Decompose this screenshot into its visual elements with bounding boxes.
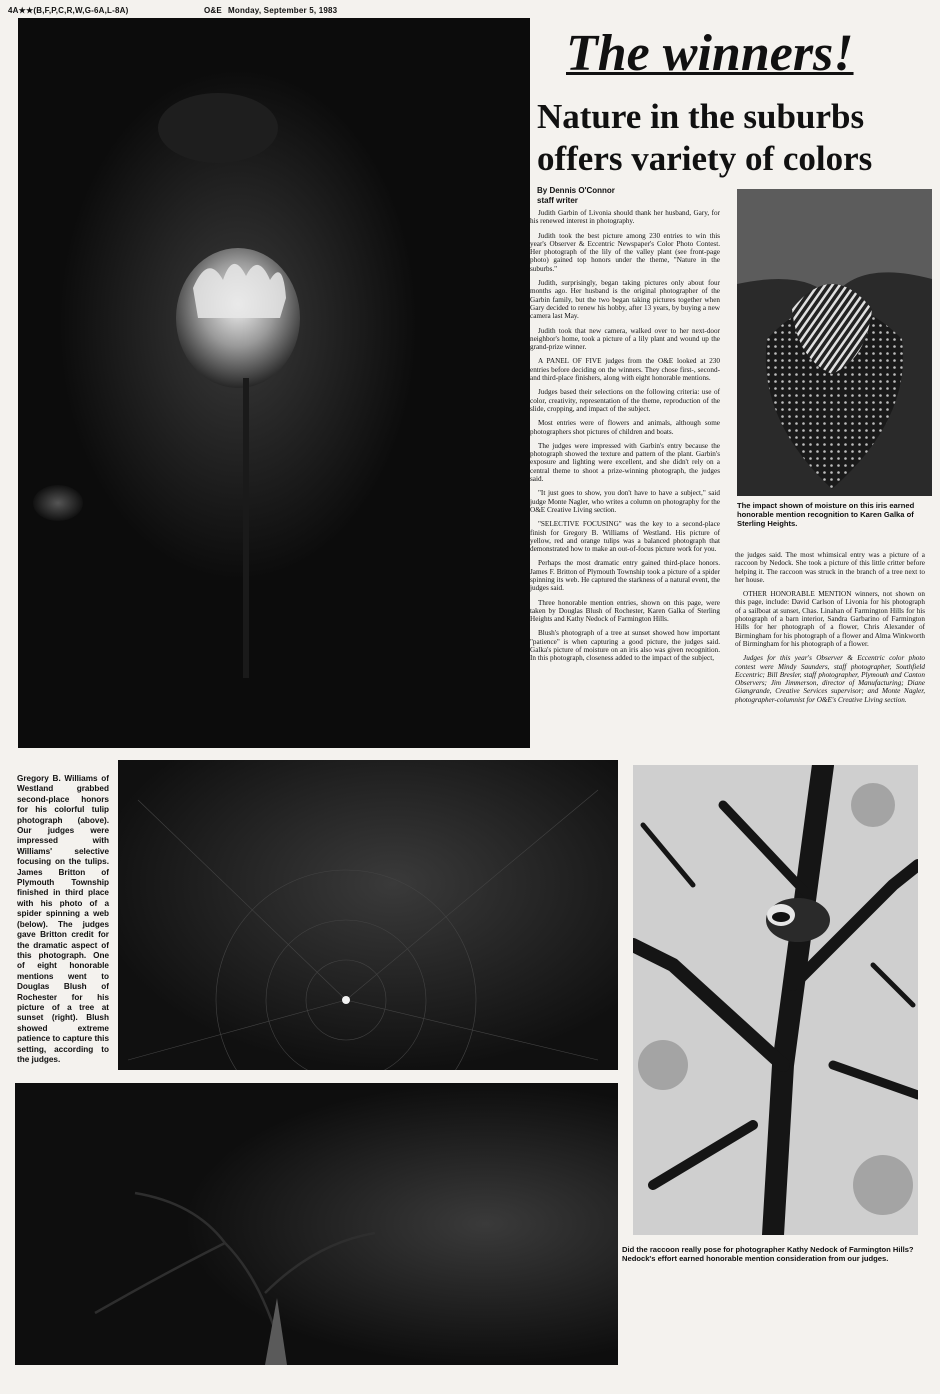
article-paragraph: Judith Garbin of Livonia should thank her husband, Gary, for his renewed interest in photography. — [530, 209, 720, 226]
raccoon-caption: Did the raccoon really pose for photographer Kathy Nedock of Farmington Hills? Nedock's effort earned honorable mention consideration from our judges. — [622, 1245, 914, 1264]
folio-date: Monday, September 5, 1983 — [228, 6, 338, 15]
subheadline-line-2: offers variety of colors — [537, 139, 873, 178]
article-paragraph: A PANEL OF FIVE judges from the O&E looked at 230 entries before deciding on the winners. They chose first-, second- and third-place finishers, along with eight honorable mentions. — [530, 357, 720, 383]
subheadline — [537, 96, 937, 180]
article-paragraph: Perhaps the most dramatic entry gained third-place honors. James F. Britton of Plymouth Township took a picture of a spider spinning its web. He captured the starkness of a natural event, the judges said. — [530, 559, 720, 593]
article-paragraph: OTHER HONORABLE MENTION winners, not shown on this page, include: David Carlson of Livonia for his photograph of a sailboat at sunset, Chas. Linahan of Farmington Hills for his photograph of a barn interior, Sandra Garbarino of Farmington Hills for her photograph of a flower, Chris Alexander of Birmingham for his photograph of a flower and Alma Winkworth of Birmingham for his photograph of a flower. — [735, 590, 925, 648]
main-headline: The winners! — [566, 25, 854, 82]
spider-web-photo — [118, 760, 618, 1070]
subheadline-line-1: Nature in the suburbs — [537, 97, 865, 136]
article-paragraph: The judges were impressed with Garbin's entry because the photograph showed the texture and pattern of the plant. Garbin's exposure and lighting were excellent, and she didn't rely on a central theme to shoot a prize-winning photograph, the judges said. — [530, 441, 720, 484]
iris-photo — [737, 189, 932, 496]
article-paragraph: Judith, surprisingly, began taking pictures only about four months ago. Her husband is the original photographer of the Garbin family, but the two began taking pictures together when Gary decided to renew his hobby, after 13 years, by buying a new camera last May. — [530, 279, 720, 321]
edition-code: 4A★★(B,F,P,C,R,W,G-6A,L-8A) — [8, 6, 129, 15]
sunset-tree-photo — [15, 1083, 618, 1365]
photo-caption-left: Gregory B. Williams of Westland grabbed second-place honors for his colorful tulip photograph (above). Our judges were impressed with Williams' selective focusing on the tulips. James Britton of Plymouth Township finished in third place with his photo of a spider spinning a web (below). The judges gave Britton credit for the dramatic aspect of this photograph. One of eight honorable mentions went to Douglas Blush of Rochester for his picture of a tree at sunset (right). Blush showed extreme patience to capture this setting, according to the judges. — [17, 774, 109, 1064]
raccoon-tree-photo — [633, 765, 918, 1235]
article-paragraph: Judges for this year's Observer & Eccentric color photo contest were Mindy Saunders, staff photographer, Southfield Eccentric; Bill Bresler, staff photographer, Plymouth and Canton Observers; Jim Jimmerson, director of Manufacturing; Diane Giangrande, Creative Services supervisor; and Monte Nagler, photographer-columnist for O&E's Creative Living section. — [735, 654, 925, 704]
article-paragraph: Three honorable mention entries, shown on this page, were taken by Douglas Blush of Rochester, Karen Galka of Sterling Heights and Kathy Nedock of Farmington Hills. — [530, 598, 720, 624]
article-paragraph: Judges based their selections on the following criteria: use of color, creativity, representation of the theme, reproduction of the slide, cropping, and impact of the subject. — [530, 388, 720, 413]
article-paragraph: Judith took that new camera, walked over to her next-door neighbor's home, took a picture of a lily plant and wound up the grand-prize winner. — [530, 326, 720, 352]
tulip-photo — [18, 18, 530, 748]
article-paragraph: "SELECTIVE FOCUSING" was the key to a second-place finish for Gregory B. Williams of Westland. His picture of yellow, red and orange tulips was a balanced photograph that demonstrated how to make an out-of-focus picture work for you. — [530, 520, 720, 554]
folio-paper: O&E — [204, 6, 222, 15]
article-column-2 — [735, 551, 925, 710]
byline-author: By Dennis O'Connor — [537, 186, 615, 195]
byline — [537, 186, 615, 206]
article-paragraph: Blush's photograph of a tree at sunset showed how important "patience" is when capturing a good picture, the judges said. Galka's picture of moisture on an iris also was given recognition. In this photograph, closeness added to the impact of the subject, — [530, 629, 720, 663]
article-paragraph: the judges said. The most whimsical entry was a picture of a raccoon by Nedock. She took a picture of this little critter before helping it. The raccoon was struck in the branch of a tree next to her house. — [735, 551, 925, 584]
article-paragraph: Most entries were of flowers and animals, although some photographers shot pictures of children and boats. — [530, 419, 720, 436]
iris-caption: The impact shown of moisture on this iris earned honorable mention recognition to Karen Galka of Sterling Heights. — [737, 501, 915, 529]
byline-role: staff writer — [537, 196, 578, 205]
article-column-1 — [530, 209, 720, 669]
article-paragraph: Judith took the best picture among 230 entries to win this year's Observer & Eccentric Newspaper's Color Photo Contest. Her photograph of the lily of the valley plant (see front-page photo) gained top honors under the theme, "Nature in the suburbs." — [530, 231, 720, 273]
article-paragraph: "It just goes to show, you don't have to have a subject," said judge Monte Nagler, who writes a column on photography for the O&E Creative Living section. — [530, 489, 720, 514]
